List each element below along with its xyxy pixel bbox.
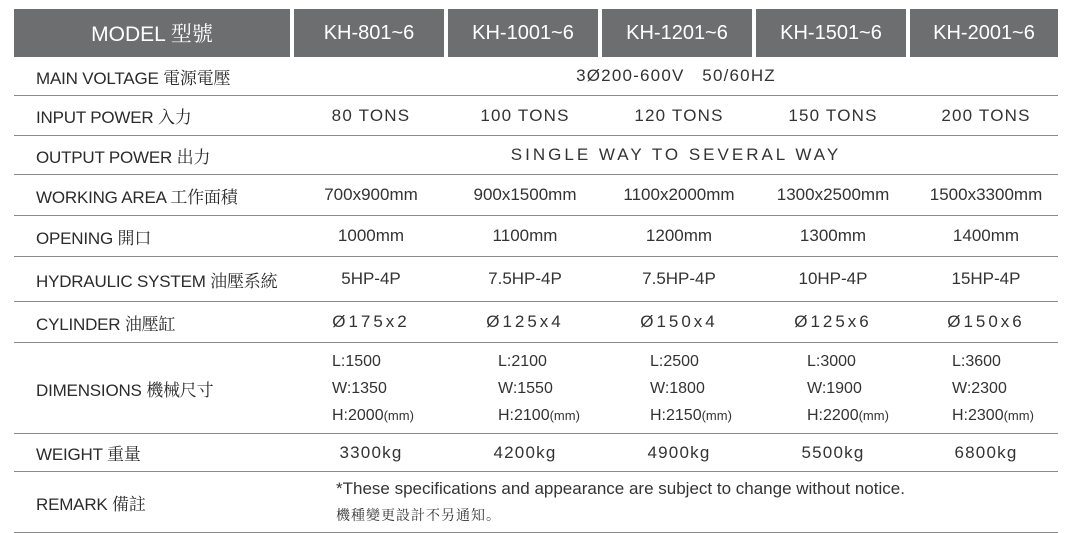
dim-height bbox=[332, 402, 414, 429]
remark-chinese: 機種變更設計不另通知。 bbox=[336, 507, 501, 523]
dim-length: L:3600 bbox=[952, 352, 1001, 370]
cell: Ø175x2 bbox=[332, 312, 410, 331]
dim-height-value: H:2300 bbox=[952, 406, 1004, 424]
cell: 1400mm bbox=[952, 226, 1020, 245]
cell: 100 TONS bbox=[480, 105, 570, 125]
row-weight bbox=[14, 434, 1058, 472]
cell: 5500kg bbox=[801, 442, 865, 462]
dim-width: W:1350 bbox=[332, 379, 387, 397]
row-opening bbox=[14, 216, 1058, 257]
row-main-voltage bbox=[14, 57, 1058, 96]
output-power-value: SINGLE WAY TO SEVERAL WAY bbox=[510, 145, 842, 164]
row-label: CYLINDER 油壓缸 bbox=[36, 314, 176, 334]
row-hydraulic-system bbox=[14, 257, 1058, 302]
row-cylinder bbox=[14, 302, 1058, 343]
dimension-cell bbox=[807, 343, 889, 433]
cell: 200 TONS bbox=[941, 105, 1031, 125]
row-output-power bbox=[14, 136, 1058, 175]
cell: 7.5HP-4P bbox=[488, 269, 562, 288]
dim-unit: (mm) bbox=[383, 407, 414, 423]
cell: 1100mm bbox=[492, 226, 558, 245]
cell: 1300x2500mm bbox=[776, 185, 890, 204]
cell: 1000mm bbox=[337, 226, 405, 245]
remark-english: *These specifications and appearance are subject to change without notice. bbox=[336, 479, 905, 498]
row-label: DIMENSIONS 機械尺寸 bbox=[36, 380, 214, 400]
row-label: MAIN VOLTAGE 電源電壓 bbox=[36, 68, 231, 88]
row-label: HYDRAULIC SYSTEM 油壓系統 bbox=[36, 271, 278, 291]
cell: 120 TONS bbox=[634, 105, 724, 125]
cell: 700x900mm bbox=[324, 185, 418, 204]
cell: 10HP-4P bbox=[798, 269, 868, 288]
cell: 1500x3300mm bbox=[929, 185, 1043, 204]
dimension-cell bbox=[498, 343, 580, 433]
row-remark bbox=[14, 472, 1058, 533]
dim-width: W:1900 bbox=[807, 379, 862, 397]
dim-height bbox=[807, 402, 889, 429]
cell: 6800kg bbox=[954, 442, 1018, 462]
spec-table bbox=[14, 9, 1058, 533]
dim-height-value: H:2150 bbox=[650, 406, 702, 424]
header-row bbox=[14, 9, 1058, 57]
cell: 1100x2000mm bbox=[623, 185, 735, 204]
cell: 1200mm bbox=[645, 226, 713, 245]
dim-height bbox=[952, 402, 1034, 429]
dim-length: L:3000 bbox=[807, 352, 856, 370]
row-label: WORKING AREA 工作面積 bbox=[36, 187, 238, 207]
row-label: OUTPUT POWER 出力 bbox=[36, 147, 211, 167]
dim-length: L:2100 bbox=[498, 352, 547, 370]
cell: 150 TONS bbox=[788, 105, 878, 125]
dim-unit: (mm) bbox=[858, 407, 889, 423]
cell: 4200kg bbox=[493, 442, 557, 462]
model-kh-1501: KH-1501~6 bbox=[756, 9, 906, 57]
row-input-power bbox=[14, 96, 1058, 136]
dim-length: L:1500 bbox=[332, 352, 381, 370]
model-kh-1201: KH-1201~6 bbox=[602, 9, 752, 57]
cell: Ø125x4 bbox=[486, 312, 564, 331]
voltage-value: 3Ø200-600V 50/60HZ bbox=[576, 66, 776, 85]
dim-height-value: H:2000 bbox=[332, 406, 384, 424]
dimension-cell bbox=[952, 343, 1034, 433]
dimension-cell bbox=[650, 343, 732, 433]
cell: 15HP-4P bbox=[951, 269, 1021, 288]
model-kh-801: KH-801~6 bbox=[294, 9, 444, 57]
cell: 3300kg bbox=[339, 442, 403, 462]
dim-unit: (mm) bbox=[701, 407, 732, 423]
row-dimensions bbox=[14, 343, 1058, 434]
cell: Ø150x6 bbox=[947, 312, 1025, 331]
dimension-cell bbox=[332, 343, 414, 433]
cell: 4900kg bbox=[647, 442, 711, 462]
cell: 900x1500mm bbox=[473, 185, 577, 204]
remark-text bbox=[336, 472, 905, 532]
dim-height bbox=[650, 402, 732, 429]
dim-length: L:2500 bbox=[650, 352, 699, 370]
dim-unit: (mm) bbox=[1003, 407, 1034, 423]
dim-width: W:2300 bbox=[952, 379, 1007, 397]
cell: Ø125x6 bbox=[794, 312, 872, 331]
dim-width: W:1550 bbox=[498, 379, 553, 397]
model-header: MODEL 型號 bbox=[14, 9, 290, 57]
cell: 80 TONS bbox=[331, 105, 411, 125]
row-working-area bbox=[14, 175, 1058, 216]
dim-width: W:1800 bbox=[650, 379, 705, 397]
cell: Ø150x4 bbox=[640, 312, 718, 331]
row-label: REMARK 備註 bbox=[36, 494, 146, 514]
cell: 5HP-4P bbox=[341, 269, 401, 288]
row-label: INPUT POWER 入力 bbox=[36, 108, 192, 127]
dim-height-value: H:2200 bbox=[807, 406, 859, 424]
row-label: WEIGHT 重量 bbox=[36, 445, 141, 464]
row-label: OPENING 開口 bbox=[36, 228, 152, 248]
model-kh-2001: KH-2001~6 bbox=[910, 9, 1058, 57]
cell: 1300mm bbox=[799, 226, 867, 245]
cell: 7.5HP-4P bbox=[642, 269, 716, 288]
dim-height-value: H:2100 bbox=[498, 406, 550, 424]
model-kh-1001: KH-1001~6 bbox=[448, 9, 598, 57]
dim-unit: (mm) bbox=[549, 407, 580, 423]
dim-height bbox=[498, 402, 580, 429]
